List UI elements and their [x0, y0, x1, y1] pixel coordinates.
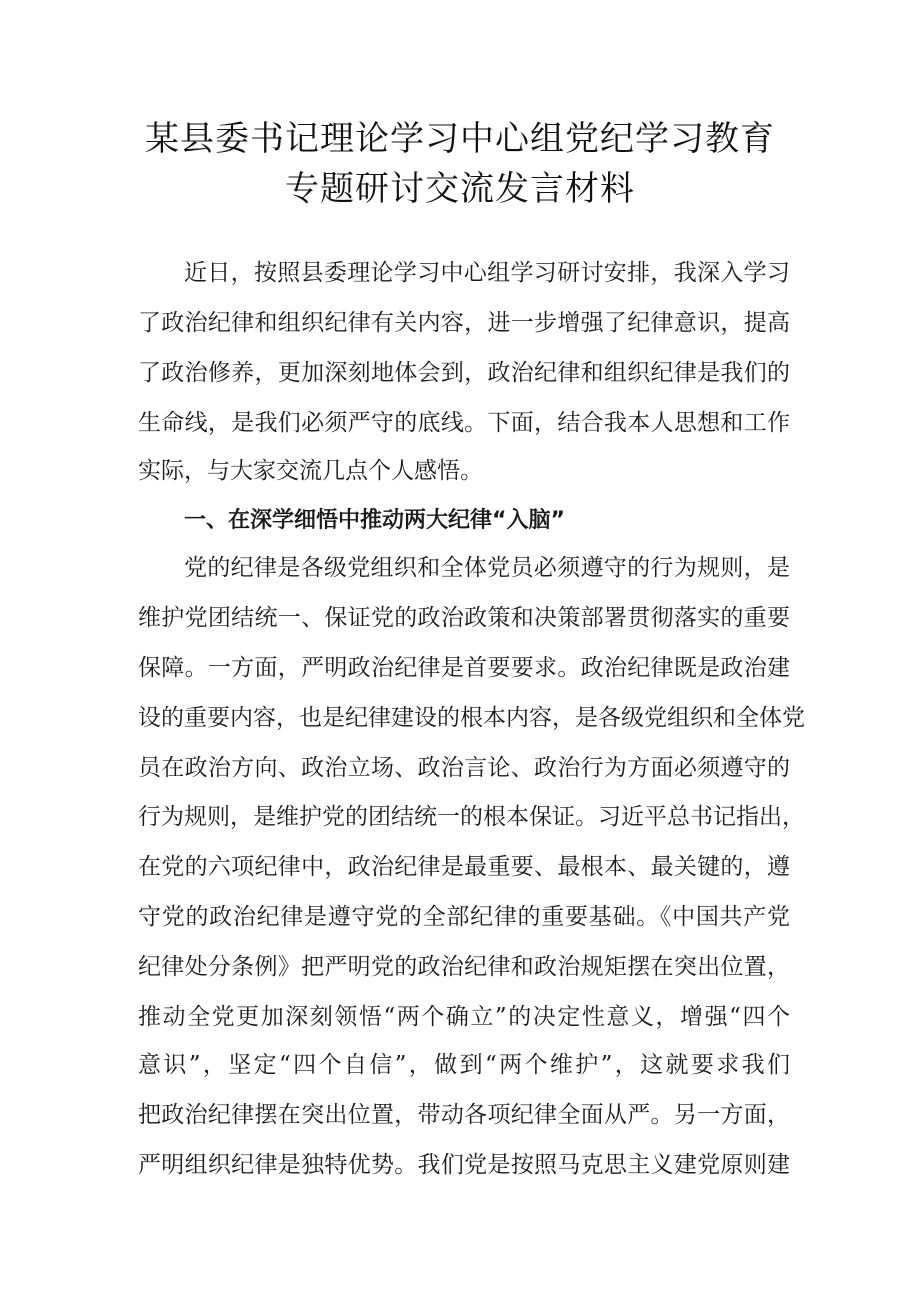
intro-line-3: 了政治修养，更加深刻地体会到，政治纪律和组织纪律是我们的: [138, 360, 790, 386]
section-line-3: 保障。一方面，严明政治纪律是首要要求。政治纪律既是政治建: [138, 655, 790, 681]
section-line-5: 员在政治方向、政治立场、政治言论、政治行为方面必须遵守的: [138, 755, 790, 781]
document-title-line-2: 专题研讨交流发言材料: [285, 169, 635, 209]
section-line-9: 纪律处分条例》把严明党的政治纪律和政治规矩摆在突出位置，: [138, 954, 790, 980]
section-heading: 一、在深学细悟中推动两大纪律“入脑”: [184, 508, 565, 533]
intro-line-4: 生命线，是我们必须严守的底线。下面，结合我本人思想和工作: [138, 410, 790, 436]
section-line-4: 设的重要内容，也是纪律建设的根本内容，是各级党组织和全体党: [138, 705, 805, 731]
section-line-6: 行为规则，是维护党的团结统一的根本保证。习近平总书记指出，: [138, 804, 805, 830]
section-line-2: 维护党团结统一、保证党的政治政策和决策部署贯彻落实的重要: [138, 605, 790, 631]
section-line-1: 党的纪律是各级党组织和全体党员必须遵守的行为规则，是: [184, 555, 790, 581]
section-line-12: 把政治纪律摆在突出位置，带动各项纪律全面从严。另一方面，: [138, 1102, 790, 1128]
intro-line-2: 了政治纪律和组织纪律有关内容，进一步增强了纪律意识，提高: [138, 310, 790, 336]
section-line-10: 推动全党更加深刻领悟“两个确立”的决定性意义，增强“四个: [138, 1004, 790, 1030]
section-line-13: 严明组织纪律是独特优势。我们党是按照马克思主义建党原则建: [138, 1152, 790, 1178]
intro-line-5: 实际，与大家交流几点个人感悟。: [138, 458, 483, 484]
section-line-8: 守党的政治纪律是遵守党的全部纪律的重要基础。《中国共产党: [138, 904, 790, 930]
intro-line-1: 近日，按照县委理论学习中心组学习研讨安排，我深入学习: [184, 260, 790, 286]
section-line-7: 在党的六项纪律中，政治纪律是最重要、最根本、最关键的，遵: [138, 854, 790, 880]
section-line-11: 意识”，坚定“四个自信”，做到“两个维护”，这就要求我们: [138, 1052, 790, 1078]
document-title-line-1: 某县委书记理论学习中心组党纪学习教育: [145, 119, 775, 159]
